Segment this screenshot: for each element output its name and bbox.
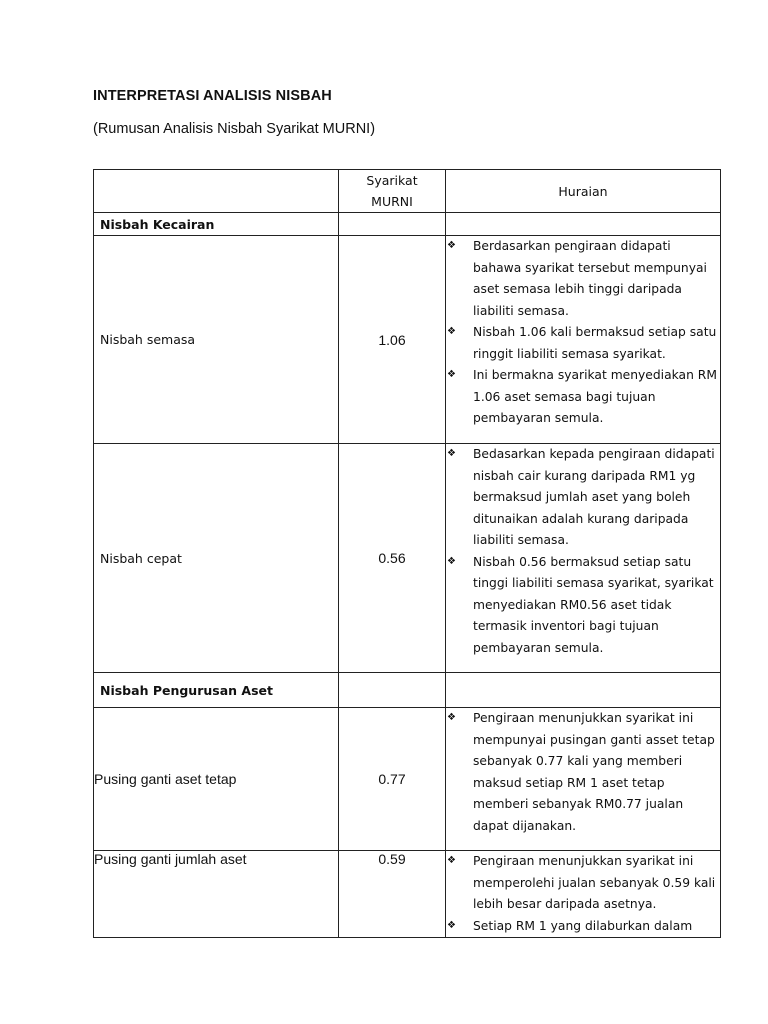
empty-cell	[339, 213, 446, 236]
list-item	[446, 365, 718, 430]
list-item	[446, 851, 718, 916]
bullet-list	[446, 708, 718, 837]
ratio-label: Nisbah semasa	[94, 236, 339, 444]
bullet-text: Ini bermakna syarikat menyediakan RM 1.06 aset semasa bagi tujuan pembayaran semula.	[473, 368, 717, 425]
diamond-bullet-icon: ❖	[447, 555, 456, 567]
bullet-text: Pengiraan menunjukkan syarikat ini memperolehi jualan sebanyak 0.59 kali lebih besar daripada asetnya.	[473, 854, 716, 911]
header-company	[339, 170, 446, 213]
ratio-value: 0.59	[339, 851, 446, 938]
diamond-bullet-icon: ❖	[447, 240, 456, 251]
description-cell	[446, 236, 721, 444]
ratio-value: 1.06	[339, 236, 446, 444]
table-header-row	[94, 170, 721, 213]
diamond-bullet-icon: ❖	[447, 448, 456, 459]
table-row	[94, 444, 721, 673]
header-blank-cell	[94, 170, 339, 213]
empty-cell	[446, 213, 721, 236]
diamond-bullet-icon: ❖	[447, 919, 456, 931]
table-row	[94, 851, 721, 938]
empty-cell	[339, 673, 446, 708]
header-company-line1: Syarikat	[366, 173, 418, 188]
diamond-bullet-icon: ❖	[447, 855, 456, 866]
diamond-bullet-icon: ❖	[447, 326, 456, 337]
document-subtitle: (Rumusan Analisis Nisbah Syarikat MURNI)	[93, 121, 376, 137]
table-row	[94, 708, 721, 851]
ratio-label: Pusing ganti aset tetap	[94, 708, 339, 851]
header-company-line2: MURNI	[371, 194, 413, 209]
ratio-table	[93, 169, 721, 938]
bullet-text: Pengiraan menunjukkan syarikat ini mempunyai pusingan ganti asset tetap sebanyak 0.77 kali yang memberi maksud setiap RM 1 aset tetap memberi sebanyak RM0.77 jualan dapat dijanakan.	[473, 711, 715, 833]
bullet-text: Bedasarkan kepada pengiraan didapati nisbah cair kurang daripada RM1 yg bermaksud jumlah aset yang boleh ditunaikan adalah kurang daripada liabiliti semasa.	[473, 447, 715, 547]
list-item	[446, 444, 718, 552]
document-title: INTERPRETASI ANALISIS NISBAH	[93, 88, 332, 104]
description-cell	[446, 708, 721, 851]
list-item	[446, 236, 718, 322]
diamond-bullet-icon: ❖	[447, 712, 456, 723]
diamond-bullet-icon: ❖	[447, 369, 456, 380]
bullet-text: Nisbah 0.56 bermaksud setiap satu tinggi liabiliti semasa syarikat, syarikat menyediakan RM0.56 aset tidak termasik inventori bagi tujuan pembayaran semula.	[473, 554, 714, 655]
table-row	[94, 236, 721, 444]
bullet-text: Berdasarkan pengiraan didapati bahawa syarikat tersebut mempunyai aset semasa lebih tinggi daripada liabiliti semasa.	[473, 239, 707, 318]
bullet-text: Nisbah 1.06 kali bermaksud setiap satu ringgit liabiliti semasa syarikat.	[473, 325, 717, 361]
section-row-asset-management	[94, 673, 721, 708]
ratio-label: Pusing ganti jumlah aset	[94, 851, 339, 938]
header-description: Huraian	[446, 170, 721, 213]
description-cell	[446, 851, 721, 938]
list-item	[446, 708, 718, 837]
ratio-value: 0.77	[339, 708, 446, 851]
list-item	[446, 916, 718, 938]
description-cell	[446, 444, 721, 673]
ratio-value: 0.56	[339, 444, 446, 673]
section-row-liquidity	[94, 213, 721, 236]
list-item	[446, 322, 718, 365]
section-title: Nisbah Kecairan	[94, 213, 339, 236]
section-title: Nisbah Pengurusan Aset	[94, 673, 339, 708]
bullet-list	[446, 444, 718, 659]
bullet-list	[446, 851, 718, 937]
empty-cell	[446, 673, 721, 708]
bullet-text: Setiap RM 1 yang dilaburkan dalam	[473, 918, 693, 933]
bullet-list	[446, 236, 718, 430]
ratio-label: Nisbah cepat	[94, 444, 339, 673]
list-item	[446, 552, 718, 660]
